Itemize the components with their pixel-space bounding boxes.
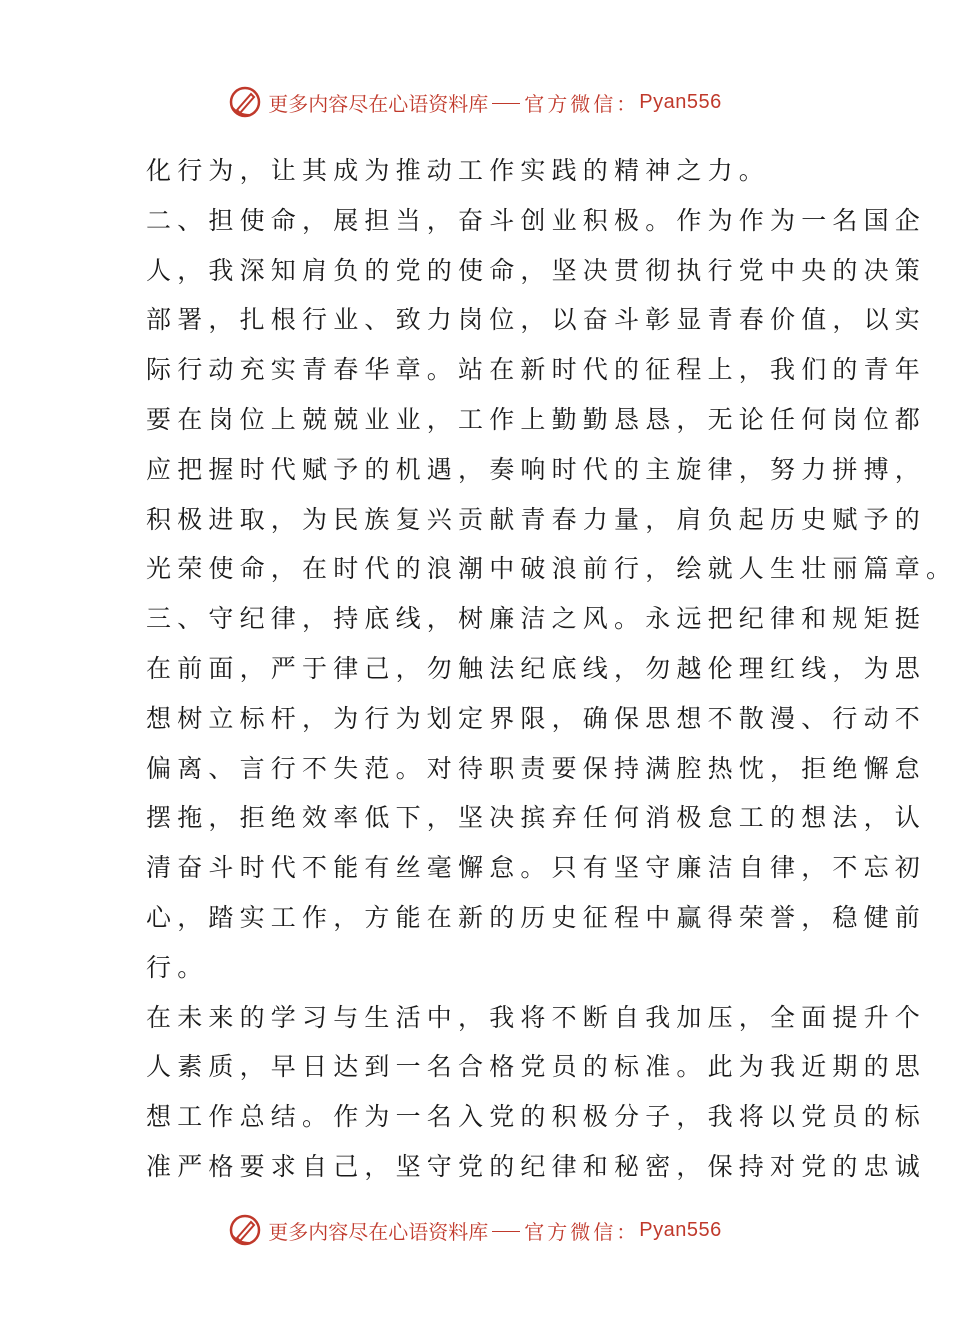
footer-site-text: 更多内容尽在心语资料库 <box>268 1219 489 1244</box>
body-line: 积极进取，为民族复兴贡献青春力量，肩负起历史赋予的 <box>146 504 927 534</box>
body-line: 人，我深知肩负的党的使命，坚决贯彻执行党中央的决策 <box>146 255 927 285</box>
body-line: 二、担使命，展担当，奋斗创业积极。作为作为一名国企 <box>146 205 927 235</box>
pen-in-circle-icon <box>228 1213 262 1247</box>
footer-wechat-id: Pyan556 <box>639 1218 722 1241</box>
footer-banner <box>0 1210 950 1250</box>
header-wechat-label: 官方微信： <box>524 91 640 116</box>
pen-in-circle-icon <box>228 85 262 119</box>
body-line: 心，踏实工作，方能在新的历史征程中赢得荣誉，稳健前 <box>146 902 927 932</box>
body-line: 想工作总结。作为一名入党的积极分子，我将以党员的标 <box>146 1102 927 1132</box>
body-line: 清奋斗时代不能有丝毫懈怠。只有坚守廉洁自律，不忘初 <box>146 853 927 883</box>
body-line: 准严格要求自己，坚守党的纪律和秘密，保持对党的忠诚 <box>146 1151 927 1181</box>
body-line: 三、守纪律，持底线，树廉洁之风。永远把纪律和规矩挺 <box>146 604 927 634</box>
body-line: 要在岗位上兢兢业业，工作上勤勤恳恳，无论任何岗位都 <box>146 404 927 434</box>
footer-banner-text <box>268 1216 721 1245</box>
footer-dash <box>492 1231 520 1232</box>
body-line: 人素质，早日达到一名合格党员的标准。此为我近期的思 <box>146 1052 927 1082</box>
header-banner <box>0 82 950 122</box>
document-body <box>146 146 957 1192</box>
header-banner-text <box>268 88 721 117</box>
body-line: 际行动充实青春华章。站在新时代的征程上，我们的青年 <box>146 355 927 385</box>
body-line: 偏离、言行不失范。对待职责要保持满腔热忱，拒绝懈怠 <box>146 753 927 783</box>
body-line: 光荣使命，在时代的浪潮中破浪前行，绘就人生壮丽篇章。 <box>146 554 957 584</box>
body-line: 在未来的学习与生活中，我将不断自我加压，全面提升个 <box>146 1002 927 1032</box>
body-line: 在前面，严于律己，勿触法纪底线，勿越伦理红线，为思 <box>146 653 927 683</box>
body-line: 行。 <box>146 952 209 982</box>
body-line: 应把握时代赋予的机遇，奏响时代的主旋律，努力拼搏， <box>146 454 927 484</box>
body-line: 摆拖，拒绝效率低下，坚决摈弃任何消极怠工的想法，认 <box>146 803 927 833</box>
body-line: 化行为，让其成为推动工作实践的精神之力。 <box>146 156 771 185</box>
body-line: 想树立标杆，为行为划定界限，确保思想不散漫、行动不 <box>146 703 927 733</box>
footer-wechat-label: 官方微信： <box>524 1219 640 1244</box>
header-dash <box>492 103 520 104</box>
header-site-text: 更多内容尽在心语资料库 <box>268 91 489 116</box>
header-wechat-id: Pyan556 <box>639 90 722 113</box>
body-line: 部署，扎根行业、致力岗位，以奋斗彰显青春价值，以实 <box>146 305 927 335</box>
